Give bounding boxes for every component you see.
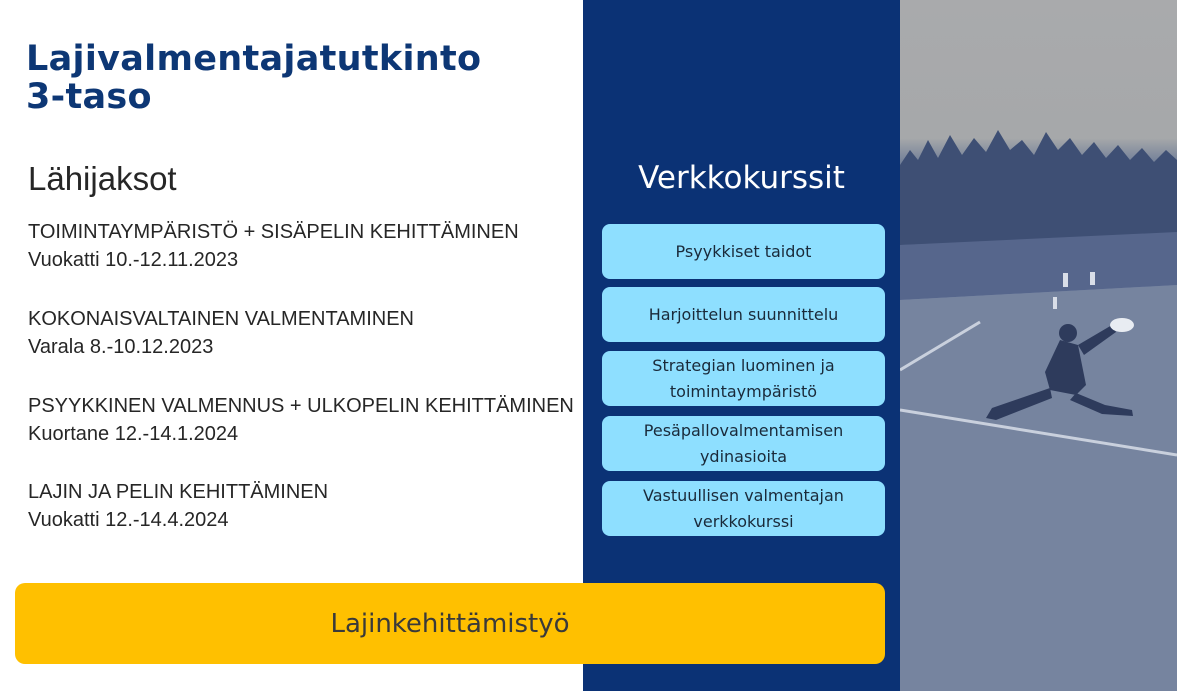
- course-button[interactable]: Pesäpallovalmentamisen ydinasioita: [602, 416, 885, 471]
- session-place: Varala 8.-10.12.2023: [28, 336, 214, 358]
- session-item: [28, 392, 574, 448]
- page-title: [26, 40, 481, 116]
- sport-development-work-banner[interactable]: Lajinkehittämistyö: [15, 583, 885, 664]
- tree-line: [900, 130, 1177, 245]
- course-button[interactable]: Vastuullisen valmentajan verkkokurssi: [602, 481, 885, 536]
- session-item: [28, 478, 328, 534]
- course-button[interactable]: Harjoittelun suunnittelu: [602, 287, 885, 342]
- pesapallo-player-photo: [900, 0, 1177, 691]
- session-place: Vuokatti 10.-12.11.2023: [28, 249, 239, 271]
- course-button[interactable]: Psyykkiset taidot: [602, 224, 885, 279]
- photo-illustration: [900, 0, 1177, 691]
- session-name: PSYYKKINEN VALMENNUS + ULKOPELIN KEHITTÄMINEN: [28, 395, 574, 417]
- course-button[interactable]: Strategian luominen ja toimintaympäristö: [602, 351, 885, 406]
- session-name: LAJIN JA PELIN KEHITTÄMINEN: [28, 481, 329, 503]
- session-place: Kuortane 12.-14.1.2024: [28, 423, 239, 445]
- session-item: [28, 305, 414, 361]
- online-courses-heading: Verkkokurssit: [638, 160, 845, 196]
- title-line-1: Lajivalmentajatutkinto: [26, 39, 482, 79]
- contact-sessions-heading: Lähijaksot: [28, 160, 177, 197]
- title-line-2: 3-taso: [26, 77, 152, 117]
- session-name: TOIMINTAYMPÄRISTÖ + SISÄPELIN KEHITTÄMINEN: [28, 221, 519, 243]
- session-item: [28, 218, 519, 274]
- session-name: KOKONAISVALTAINEN VALMENTAMINEN: [28, 308, 414, 330]
- session-place: Vuokatti 12.-14.4.2024: [28, 509, 229, 531]
